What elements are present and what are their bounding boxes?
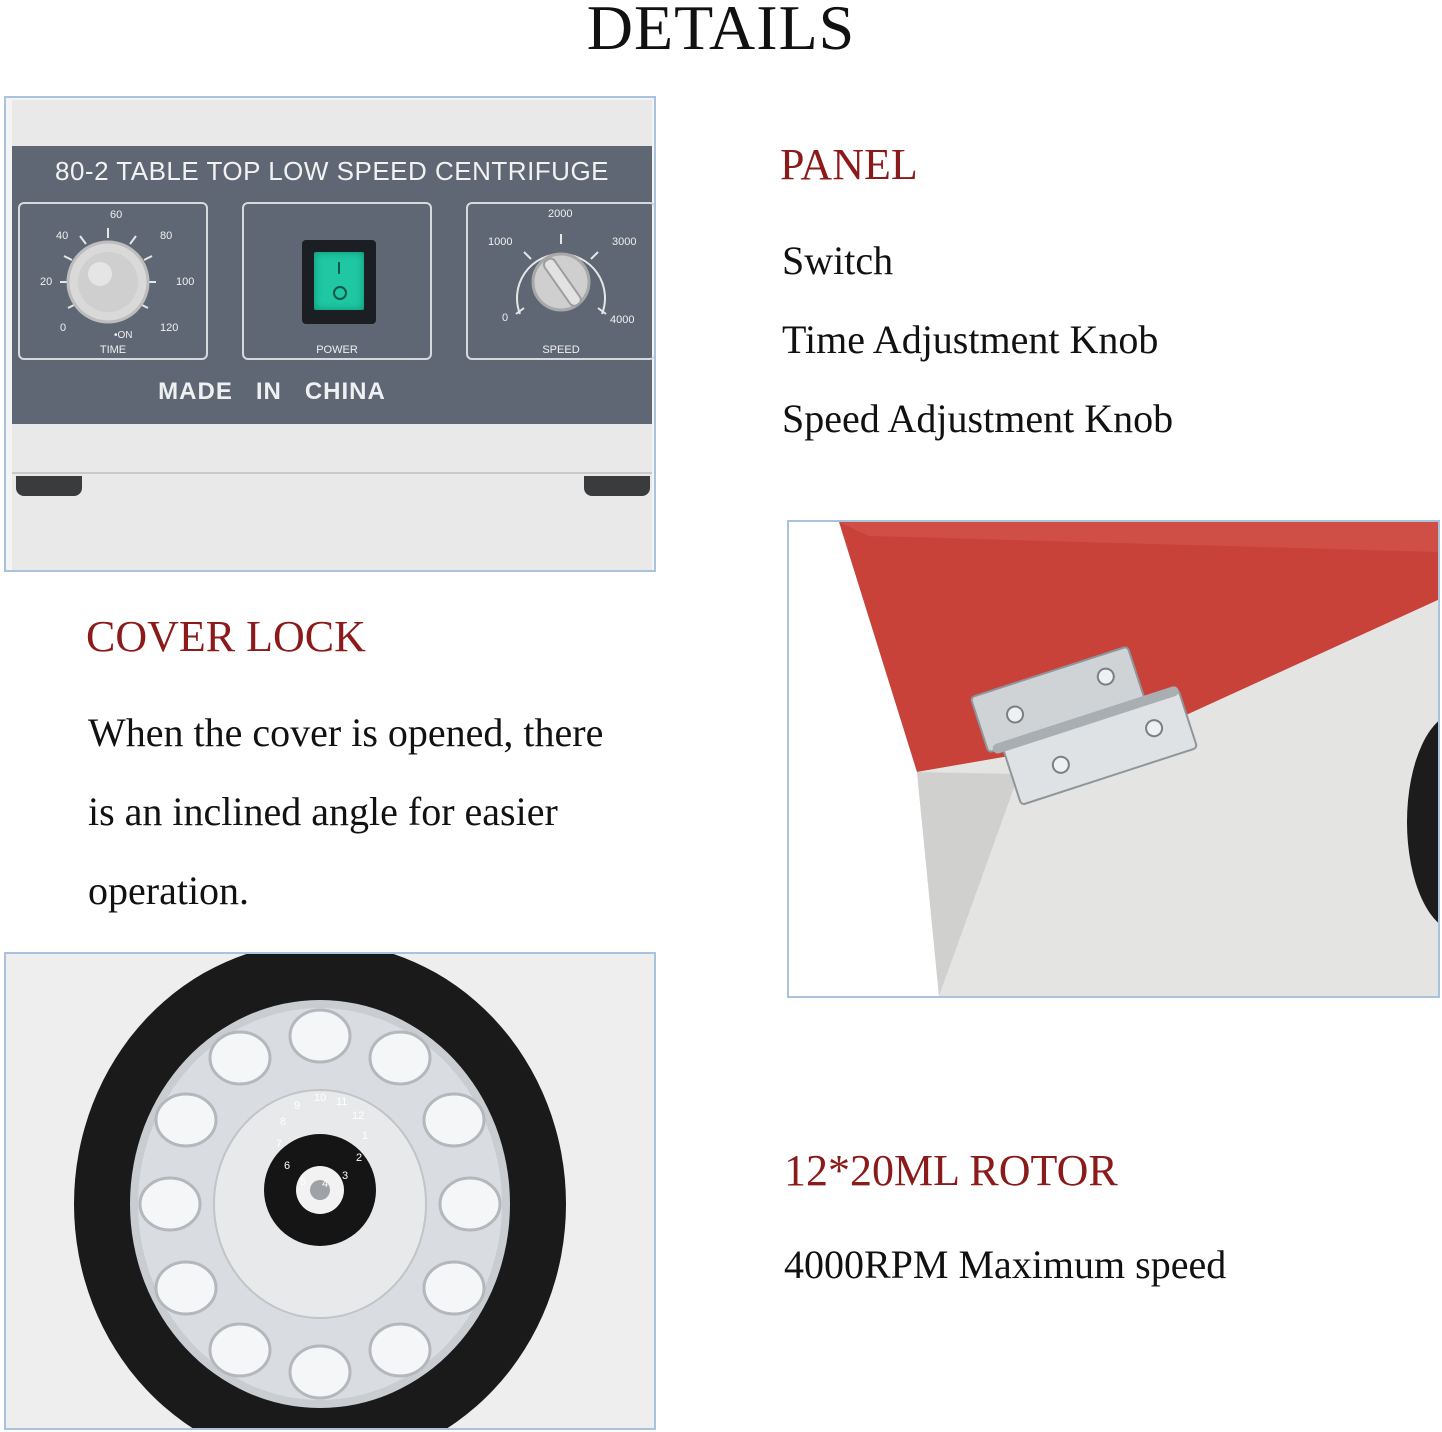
made-in-label: MADE IN CHINA [158,378,386,405]
machine-foot-right [584,476,650,496]
dial-number-1: 1 [362,1130,369,1142]
panel-photo [4,96,656,572]
panel-item-switch: Switch [782,238,894,283]
cover-line-3: operation. [88,868,250,913]
dial-number-6: 6 [284,1160,291,1172]
panel-heading: 80-2 TABLE TOP LOW SPEED CENTRIFUGE [54,156,610,186]
dial-number-11: 11 [336,1096,348,1108]
speed-knob [468,204,654,358]
time-tick-20: 20 [40,276,53,288]
cover-section-title: COVER LOCK [86,612,366,661]
hinge-photo [787,520,1440,998]
dial-number-12: 12 [352,1110,365,1122]
time-tick-0: 0 [60,322,67,334]
speed-tick-1000: 1000 [488,236,513,248]
time-tick-100: 100 [176,276,195,288]
rotor-photo [4,952,656,1430]
time-tick-80: 80 [160,230,173,242]
panel-item-speed-knob: Speed Adjustment Knob [782,396,1174,441]
panel-item-time-knob: Time Adjustment Knob [782,317,1159,362]
dial-number-2: 2 [356,1152,363,1164]
power-switch[interactable] [302,240,376,324]
speed-label: SPEED [542,344,580,356]
cover-line-1: When the cover is opened, there [88,710,604,755]
dial-number-8: 8 [280,1116,287,1128]
time-knob-box [18,202,208,360]
control-panel [12,146,652,424]
dial-number-3: 3 [342,1170,349,1182]
power-switch-box [242,202,432,360]
machine-foot-left [16,476,82,496]
dial-number-9: 9 [294,1100,301,1112]
rotor-section-title: 12*20ML ROTOR [784,1146,1118,1195]
power-label: POWER [316,344,358,356]
dial-number-5: 5 [300,1176,307,1188]
time-on-mark: •ON [114,330,133,341]
time-tick-60: 60 [110,209,123,221]
dial-number-4: 4 [322,1178,329,1190]
rotor-dial [260,1082,380,1202]
panel-section-title: PANEL [780,140,918,189]
dial-number-10: 10 [314,1092,327,1104]
cover-hinge [789,522,1438,996]
time-tick-40: 40 [56,230,69,242]
dial-number-7: 7 [276,1138,283,1150]
speed-tick-2000: 2000 [548,208,573,220]
speed-tick-4000: 4000 [610,314,635,326]
time-tick-120: 120 [160,322,179,334]
page-title: DETAILS [586,0,856,63]
speed-tick-0: 0 [502,312,509,324]
time-label: TIME [99,344,127,356]
cover-line-2: is an inclined angle for easier [88,789,558,834]
rotor-description: 4000RPM Maximum speed [784,1242,1227,1287]
speed-tick-3000: 3000 [612,236,637,248]
speed-knob-box [466,202,656,360]
